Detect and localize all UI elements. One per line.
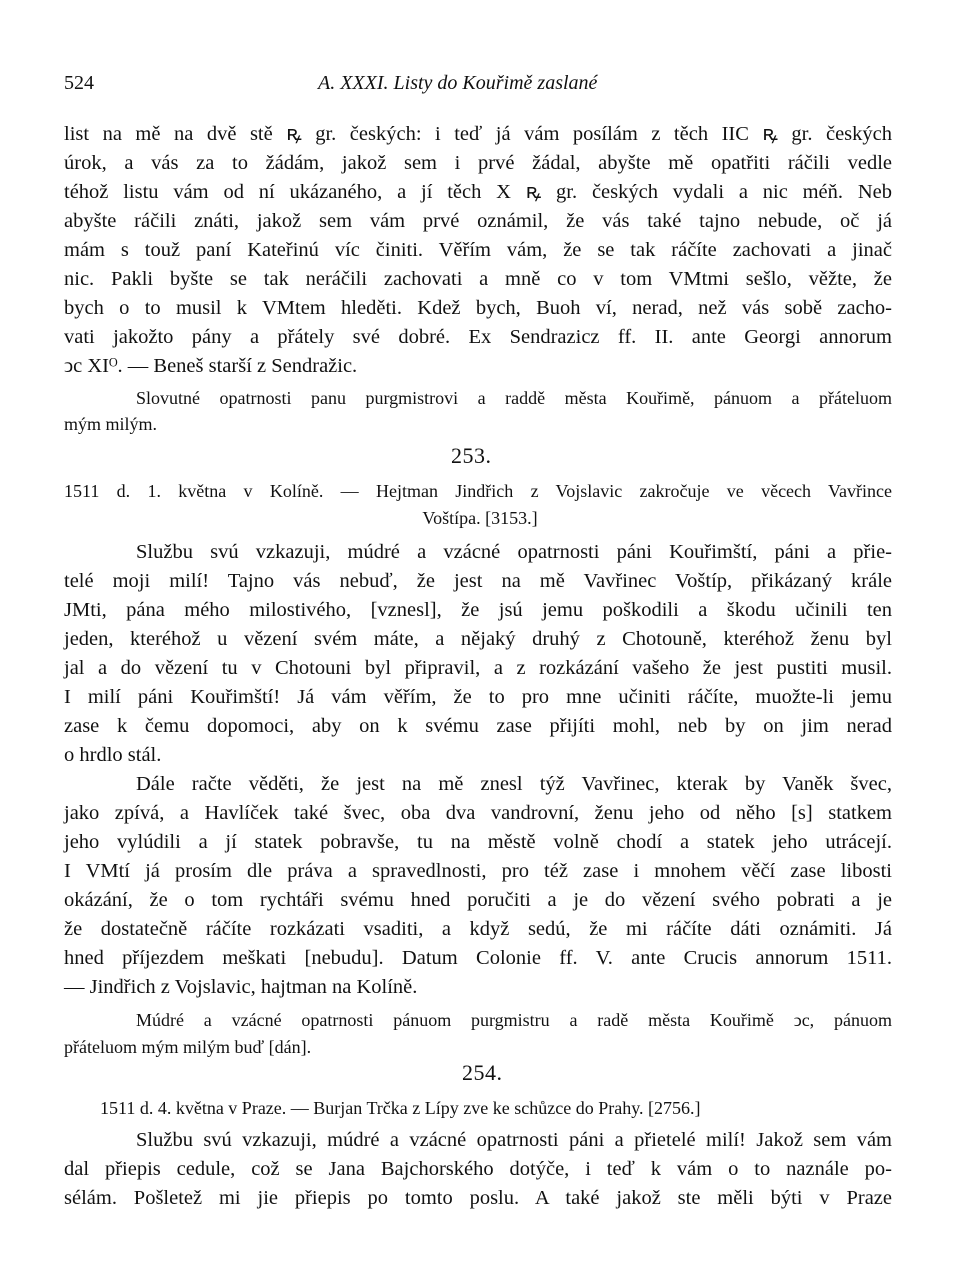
text-line: Službu svú vzkazuji, múdré a vzácné opatrnosti páni a přietelé milí! Jakož sem vám	[136, 1129, 892, 1151]
text-line: okázání, že o tom rychtáři svému hned poručiti a je do vězení svého pobrati a je	[64, 889, 892, 911]
text-line: — Jindřich z Vojslavic, hajtman na Kolíně.	[64, 976, 418, 998]
regest-line: 1511 d. 1. května v Kolíně. — Hejtman Jindřich z Vojslavic zakročuje ve věcech Vavřince	[64, 481, 892, 501]
text-line: téhož listu vám od ní ukázaného, a jí těch X ꝶ gr. českých vydali a nic méň. Neb	[64, 181, 892, 203]
text-line: mám s touž paní Kateřinú víc činiti. Věřím vám, že se tak ráčíte zachovati a jinač	[64, 239, 892, 261]
address-line: Múdré a vzácné opatrnosti pánuom purgmistru a radě města Kouřimě ↄc, pánuom	[136, 1010, 892, 1030]
text-line: Službu svú vzkazuji, múdré a vzácné opatrnosti páni Kouřimští, páni a přie-	[136, 541, 892, 563]
document-number: 254.	[462, 1060, 503, 1085]
text-line: vati jakožto pány a přátely své dobré. Ex Sendrazicz ff. II. ante Georgi annorum	[64, 326, 892, 348]
address-line: přáteluom mým milým buď [dán].	[64, 1037, 312, 1057]
text-line: úrok, a vás za to žádám, jakož sem i prvé žádal, abyšte mě opatřiti ráčili vedle	[64, 152, 892, 174]
address-line: Slovutné opatrnosti panu purgmistrovi a raddě města Kouřimě, pánuom a přáteluom	[136, 388, 892, 408]
text-line: Dále račte věděti, že jest na mě znesl týž Vavřinec, kterak by Vaněk švec,	[136, 773, 892, 795]
text-line: I VMtí já prosím dle práva a spravedlnosti, pro též zase i mnohem věčí zase libosti	[64, 860, 892, 882]
text-line: o hrdlo stál.	[64, 744, 162, 766]
text-line: zase k čemu dopomoci, aby on k svému zase přijíti mohl, neb by on jim nerad	[64, 715, 892, 737]
text-line: jeho vylúdili a jí statek pobravše, tu na městě volně chodí a statek jeho utrácejí.	[64, 831, 892, 853]
text-line: že dostatečně ráčíte rozkázati vsaditi, a když sedú, že mi ráčíte dáti oznámiti. Já	[64, 918, 892, 940]
running-title: A. XXXI. Listy do Kouřimě zaslané	[318, 72, 598, 94]
page-number: 524	[64, 72, 94, 94]
text-line: telé moji milí! Tajno vás nebuď, že jest na mě Vavřinec Voštíp, přikázaný krále	[64, 570, 892, 592]
text-line: dal přiepis cedule, což se Jana Bajchorského dotýče, i teď k vám o to naznále po-	[64, 1158, 892, 1180]
text-line: ↄc XIᴼ. — Beneš starší z Sendražic.	[64, 355, 358, 377]
text-line: I milí páni Kouřimští! Já vám věřím, že to pro mne učiniti ráčíte, muožte-li jemu	[64, 686, 892, 708]
regest-line: Voštípa. [3153.]	[422, 508, 538, 528]
regest-line: 1511 d. 4. května v Praze. — Burjan Trčka z Lípy zve ke schůzce do Prahy. [2756.]	[100, 1098, 701, 1118]
text-line: JMti, pána mého milostivého, [vznesl], že jsú jemu poškodili a škodu učinili ten	[64, 599, 892, 621]
text-line: hned příjezdem meškati [nebudu]. Datum Colonie ff. V. ante Crucis annorum 1511.	[64, 947, 892, 969]
text-line: jeden, kteréhož u vězení svém máte, a nějaký druhý z Chotouně, kteréhož ženu byl	[64, 628, 892, 650]
text-line: bych o to musil k VMtem hleděti. Kdež bych, Buoh ví, nerad, než vás sobě zacho-	[64, 297, 892, 319]
text-line: jal a do vězení tu v Chotouni byl připravil, a z rozkázání vašeho že jest pustiti musil.	[64, 657, 892, 679]
text-line: list na mě na dvě stě ꝶ gr. českých: i teď já vám posílám z těch IIC ꝶ gr. českých	[64, 123, 892, 145]
text-line: nic. Pakli byšte se tak neráčili zachovati a mně co v tom VMtmi sešlo, věžte, že	[64, 268, 892, 290]
document-number: 253.	[451, 443, 492, 468]
address-line: mým milým.	[64, 414, 158, 434]
text-line: abyšte ráčili znáti, jakož sem vám prvé oznámil, že vás také tajno nebude, oč já	[64, 210, 892, 232]
text-line: sélám. Pošletež mi jie přiepis po tomto poslu. A také jakož ste měli býti v Praze	[64, 1187, 892, 1209]
text-line: jako zpívá, a Havlíček také švec, oba dva vandrovní, ženu jeho od něho [s] statkem	[64, 802, 892, 824]
